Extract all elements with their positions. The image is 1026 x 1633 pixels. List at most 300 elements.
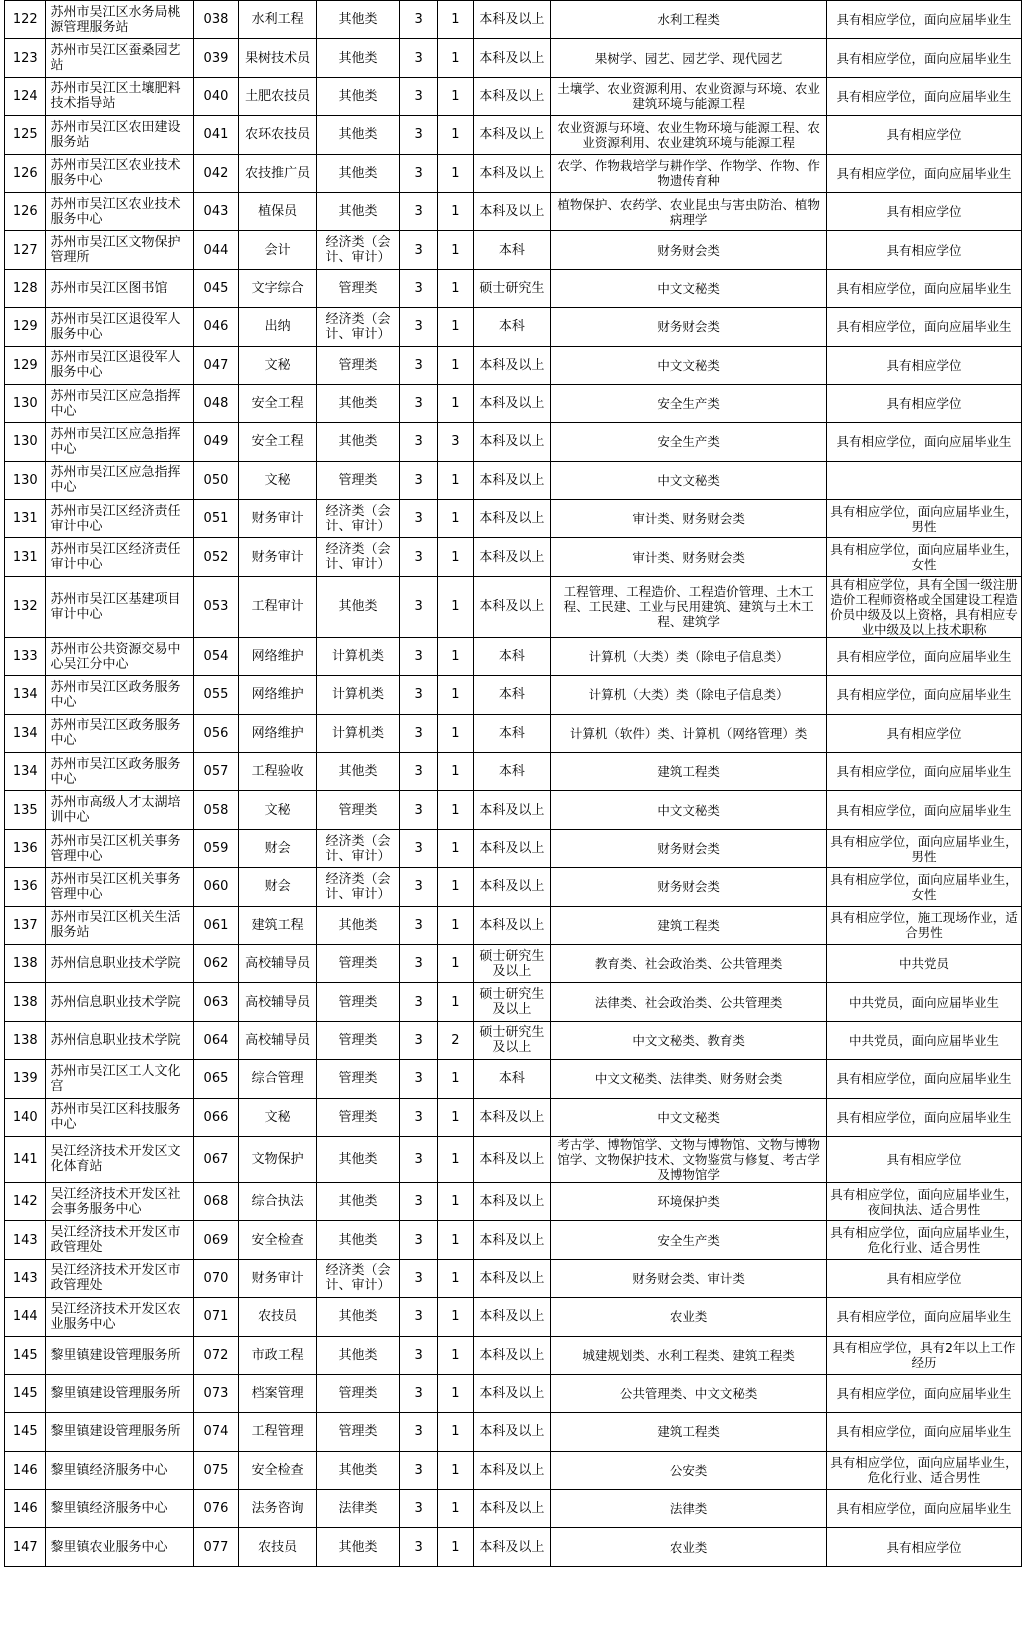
unit-name: 苏州信息职业技术学院 bbox=[46, 983, 193, 1021]
requirements: 具有相应学位，面向应届毕业生 bbox=[827, 154, 1022, 192]
position-name: 安全工程 bbox=[239, 384, 317, 422]
major: 法律类、社会政治类、公共管理类 bbox=[551, 983, 827, 1021]
row-number: 141 bbox=[5, 1136, 46, 1182]
row-number: 134 bbox=[5, 753, 46, 791]
education: 本科 bbox=[473, 1060, 551, 1098]
major: 考古学、博物馆学、文物与博物馆、文物与博物馆学、文物保护技术、文物鉴赏与修复、考古学及博物馆学 bbox=[551, 1136, 827, 1182]
major: 安全生产类 bbox=[551, 384, 827, 422]
unit-name: 黎里镇经济服务中心 bbox=[46, 1451, 193, 1489]
requirements: 具有相应学位，面向应届毕业生 bbox=[827, 77, 1022, 115]
position-name: 网络维护 bbox=[239, 637, 317, 675]
row-number: 143 bbox=[5, 1259, 46, 1297]
exam-type: 3 bbox=[399, 753, 437, 791]
position-category: 管理类 bbox=[317, 1374, 400, 1412]
education: 本科及以上 bbox=[473, 791, 551, 829]
exam-type: 3 bbox=[399, 1374, 437, 1412]
position-name: 工程验收 bbox=[239, 753, 317, 791]
position-code: 057 bbox=[193, 753, 239, 791]
table-row bbox=[5, 753, 1022, 791]
education: 本科 bbox=[473, 231, 551, 269]
position-code: 045 bbox=[193, 269, 239, 307]
position-code: 071 bbox=[193, 1298, 239, 1336]
position-category: 管理类 bbox=[317, 1098, 400, 1136]
education: 本科 bbox=[473, 714, 551, 752]
row-number: 130 bbox=[5, 384, 46, 422]
table-row bbox=[5, 1182, 1022, 1220]
position-name: 水利工程 bbox=[239, 1, 317, 39]
education: 本科 bbox=[473, 676, 551, 714]
unit-name: 吴江经济技术开发区农业服务中心 bbox=[46, 1298, 193, 1336]
major: 农业类 bbox=[551, 1528, 827, 1566]
position-code: 046 bbox=[193, 308, 239, 346]
position-category: 其他类 bbox=[317, 753, 400, 791]
major: 农学、作物栽培学与耕作学、作物学、作物、作物遗传育种 bbox=[551, 154, 827, 192]
table-row bbox=[5, 1451, 1022, 1489]
position-code: 069 bbox=[193, 1221, 239, 1259]
position-category: 其他类 bbox=[317, 116, 400, 154]
position-name: 安全检查 bbox=[239, 1221, 317, 1259]
position-name: 会计 bbox=[239, 231, 317, 269]
hiring-count: 1 bbox=[438, 753, 473, 791]
unit-name: 苏州市吴江区退役军人服务中心 bbox=[46, 346, 193, 384]
major: 中文文秘类 bbox=[551, 791, 827, 829]
exam-type: 3 bbox=[399, 1451, 437, 1489]
position-name: 综合执法 bbox=[239, 1182, 317, 1220]
unit-name: 黎里镇农业服务中心 bbox=[46, 1528, 193, 1566]
position-code: 074 bbox=[193, 1413, 239, 1451]
requirements: 具有相应学位，面向应届毕业生 bbox=[827, 1, 1022, 39]
position-name: 高校辅导员 bbox=[239, 944, 317, 982]
position-category: 其他类 bbox=[317, 423, 400, 461]
education: 本科及以上 bbox=[473, 39, 551, 77]
position-name: 工程管理 bbox=[239, 1413, 317, 1451]
unit-name: 黎里镇建设管理服务所 bbox=[46, 1336, 193, 1374]
unit-name: 苏州市吴江区应急指挥中心 bbox=[46, 384, 193, 422]
hiring-count: 1 bbox=[438, 868, 473, 906]
position-code: 054 bbox=[193, 637, 239, 675]
exam-type: 3 bbox=[399, 1136, 437, 1182]
row-number: 129 bbox=[5, 346, 46, 384]
unit-name: 苏州市吴江区农业技术服务中心 bbox=[46, 192, 193, 230]
job-table bbox=[4, 0, 1022, 1567]
position-category: 其他类 bbox=[317, 1336, 400, 1374]
table-row bbox=[5, 1298, 1022, 1336]
row-number: 131 bbox=[5, 500, 46, 538]
major: 建筑工程类 bbox=[551, 1413, 827, 1451]
row-number: 126 bbox=[5, 154, 46, 192]
major: 建筑工程类 bbox=[551, 753, 827, 791]
exam-type: 3 bbox=[399, 308, 437, 346]
exam-type: 3 bbox=[399, 538, 437, 576]
hiring-count: 1 bbox=[438, 1060, 473, 1098]
position-code: 065 bbox=[193, 1060, 239, 1098]
requirements: 具有相应学位 bbox=[827, 384, 1022, 422]
position-code: 062 bbox=[193, 944, 239, 982]
unit-name: 吴江经济技术开发区市政管理处 bbox=[46, 1259, 193, 1297]
table-row bbox=[5, 676, 1022, 714]
position-name: 文字综合 bbox=[239, 269, 317, 307]
hiring-count: 1 bbox=[438, 1298, 473, 1336]
position-name: 综合管理 bbox=[239, 1060, 317, 1098]
row-number: 144 bbox=[5, 1298, 46, 1336]
unit-name: 苏州市吴江区工人文化宫 bbox=[46, 1060, 193, 1098]
major: 中文文秘类 bbox=[551, 461, 827, 499]
table-row bbox=[5, 77, 1022, 115]
table-row bbox=[5, 1259, 1022, 1297]
major: 水利工程类 bbox=[551, 1, 827, 39]
major: 安全生产类 bbox=[551, 423, 827, 461]
education: 本科 bbox=[473, 637, 551, 675]
exam-type: 3 bbox=[399, 192, 437, 230]
position-name: 财务审计 bbox=[239, 500, 317, 538]
unit-name: 苏州信息职业技术学院 bbox=[46, 1021, 193, 1059]
position-code: 066 bbox=[193, 1098, 239, 1136]
unit-name: 苏州市吴江区应急指挥中心 bbox=[46, 423, 193, 461]
requirements: 具有相应学位，面向应届毕业生 bbox=[827, 39, 1022, 77]
table-row bbox=[5, 39, 1022, 77]
row-number: 130 bbox=[5, 423, 46, 461]
education: 本科及以上 bbox=[473, 423, 551, 461]
unit-name: 吴江经济技术开发区市政管理处 bbox=[46, 1221, 193, 1259]
position-name: 农技员 bbox=[239, 1298, 317, 1336]
table-row bbox=[5, 346, 1022, 384]
education: 本科及以上 bbox=[473, 1136, 551, 1182]
exam-type: 3 bbox=[399, 791, 437, 829]
position-code: 068 bbox=[193, 1182, 239, 1220]
requirements: 具有相应学位 bbox=[827, 192, 1022, 230]
hiring-count: 1 bbox=[438, 1182, 473, 1220]
position-category: 管理类 bbox=[317, 944, 400, 982]
position-code: 041 bbox=[193, 116, 239, 154]
hiring-count: 1 bbox=[438, 116, 473, 154]
major: 财务财会类、审计类 bbox=[551, 1259, 827, 1297]
position-code: 076 bbox=[193, 1490, 239, 1528]
education: 本科及以上 bbox=[473, 1413, 551, 1451]
position-category: 其他类 bbox=[317, 576, 400, 637]
table-row bbox=[5, 1528, 1022, 1566]
position-category: 管理类 bbox=[317, 346, 400, 384]
requirements: 具有相应学位，面向应届毕业生，女性 bbox=[827, 538, 1022, 576]
table-row bbox=[5, 192, 1022, 230]
row-number: 128 bbox=[5, 269, 46, 307]
requirements: 具有相应学位，面向应届毕业生 bbox=[827, 1413, 1022, 1451]
education: 本科及以上 bbox=[473, 384, 551, 422]
position-name: 安全检查 bbox=[239, 1451, 317, 1489]
table-row bbox=[5, 791, 1022, 829]
hiring-count: 1 bbox=[438, 1490, 473, 1528]
unit-name: 吴江经济技术开发区文化体育站 bbox=[46, 1136, 193, 1182]
position-name: 市政工程 bbox=[239, 1336, 317, 1374]
education: 本科 bbox=[473, 308, 551, 346]
table-row bbox=[5, 231, 1022, 269]
major: 公共管理类、中文文秘类 bbox=[551, 1374, 827, 1412]
exam-type: 3 bbox=[399, 1490, 437, 1528]
major: 财务财会类 bbox=[551, 308, 827, 346]
education: 本科及以上 bbox=[473, 116, 551, 154]
hiring-count: 1 bbox=[438, 231, 473, 269]
requirements: 具有相应学位 bbox=[827, 346, 1022, 384]
hiring-count: 1 bbox=[438, 154, 473, 192]
requirements: 具有相应学位 bbox=[827, 714, 1022, 752]
position-name: 高校辅导员 bbox=[239, 1021, 317, 1059]
position-code: 044 bbox=[193, 231, 239, 269]
hiring-count: 1 bbox=[438, 1413, 473, 1451]
table-row bbox=[5, 461, 1022, 499]
position-category: 其他类 bbox=[317, 906, 400, 944]
table-row bbox=[5, 500, 1022, 538]
table-row bbox=[5, 308, 1022, 346]
major: 建筑工程类 bbox=[551, 906, 827, 944]
education: 本科及以上 bbox=[473, 1182, 551, 1220]
requirements: 具有相应学位，面向应届毕业生 bbox=[827, 423, 1022, 461]
exam-type: 3 bbox=[399, 1182, 437, 1220]
exam-type: 3 bbox=[399, 1259, 437, 1297]
requirements: 中共党员，面向应届毕业生 bbox=[827, 1021, 1022, 1059]
education: 本科及以上 bbox=[473, 1528, 551, 1566]
position-name: 财会 bbox=[239, 868, 317, 906]
table-row bbox=[5, 384, 1022, 422]
unit-name: 黎里镇建设管理服务所 bbox=[46, 1413, 193, 1451]
row-number: 140 bbox=[5, 1098, 46, 1136]
row-number: 145 bbox=[5, 1413, 46, 1451]
exam-type: 3 bbox=[399, 676, 437, 714]
position-name: 文秘 bbox=[239, 791, 317, 829]
position-code: 061 bbox=[193, 906, 239, 944]
table-row bbox=[5, 983, 1022, 1021]
hiring-count: 1 bbox=[438, 346, 473, 384]
major: 果树学、园艺、园艺学、现代园艺 bbox=[551, 39, 827, 77]
exam-type: 3 bbox=[399, 1336, 437, 1374]
position-code: 047 bbox=[193, 346, 239, 384]
exam-type: 3 bbox=[399, 500, 437, 538]
exam-type: 3 bbox=[399, 868, 437, 906]
position-code: 050 bbox=[193, 461, 239, 499]
position-name: 出纳 bbox=[239, 308, 317, 346]
row-number: 146 bbox=[5, 1451, 46, 1489]
unit-name: 苏州市吴江区政务服务中心 bbox=[46, 676, 193, 714]
table-row bbox=[5, 1221, 1022, 1259]
exam-type: 3 bbox=[399, 423, 437, 461]
hiring-count: 1 bbox=[438, 714, 473, 752]
hiring-count: 1 bbox=[438, 1528, 473, 1566]
row-number: 127 bbox=[5, 231, 46, 269]
table-row bbox=[5, 1413, 1022, 1451]
exam-type: 3 bbox=[399, 637, 437, 675]
row-number: 143 bbox=[5, 1221, 46, 1259]
education: 本科及以上 bbox=[473, 1, 551, 39]
unit-name: 苏州市吴江区农业技术服务中心 bbox=[46, 154, 193, 192]
requirements bbox=[827, 461, 1022, 499]
position-name: 土肥农技员 bbox=[239, 77, 317, 115]
hiring-count: 1 bbox=[438, 461, 473, 499]
table-row bbox=[5, 538, 1022, 576]
requirements: 具有相应学位，面向应届毕业生 bbox=[827, 753, 1022, 791]
hiring-count: 1 bbox=[438, 1098, 473, 1136]
position-code: 075 bbox=[193, 1451, 239, 1489]
major: 审计类、财务财会类 bbox=[551, 500, 827, 538]
position-code: 058 bbox=[193, 791, 239, 829]
table-row bbox=[5, 1021, 1022, 1059]
requirements: 中共党员，面向应届毕业生 bbox=[827, 983, 1022, 1021]
position-category: 经济类（会计、审计） bbox=[317, 829, 400, 867]
row-number: 124 bbox=[5, 77, 46, 115]
unit-name: 吴江经济技术开发区社会事务服务中心 bbox=[46, 1182, 193, 1220]
row-number: 136 bbox=[5, 868, 46, 906]
education: 本科 bbox=[473, 753, 551, 791]
position-name: 财务审计 bbox=[239, 1259, 317, 1297]
position-category: 管理类 bbox=[317, 269, 400, 307]
major: 安全生产类 bbox=[551, 1221, 827, 1259]
exam-type: 3 bbox=[399, 1413, 437, 1451]
education: 本科及以上 bbox=[473, 1336, 551, 1374]
position-code: 070 bbox=[193, 1259, 239, 1297]
education: 硕士研究生及以上 bbox=[473, 983, 551, 1021]
education: 本科及以上 bbox=[473, 868, 551, 906]
major: 计算机（软件）类、计算机（网络管理）类 bbox=[551, 714, 827, 752]
table-row bbox=[5, 1374, 1022, 1412]
position-category: 其他类 bbox=[317, 154, 400, 192]
education: 本科及以上 bbox=[473, 1221, 551, 1259]
requirements: 具有相应学位 bbox=[827, 231, 1022, 269]
row-number: 134 bbox=[5, 714, 46, 752]
hiring-count: 1 bbox=[438, 1259, 473, 1297]
position-code: 064 bbox=[193, 1021, 239, 1059]
unit-name: 苏州市公共资源交易中心吴江分中心 bbox=[46, 637, 193, 675]
row-number: 139 bbox=[5, 1060, 46, 1098]
row-number: 138 bbox=[5, 983, 46, 1021]
unit-name: 苏州市吴江区应急指挥中心 bbox=[46, 461, 193, 499]
exam-type: 3 bbox=[399, 1, 437, 39]
position-category: 经济类（会计、审计） bbox=[317, 308, 400, 346]
exam-type: 3 bbox=[399, 461, 437, 499]
position-code: 038 bbox=[193, 1, 239, 39]
position-category: 计算机类 bbox=[317, 676, 400, 714]
position-name: 网络维护 bbox=[239, 714, 317, 752]
position-code: 040 bbox=[193, 77, 239, 115]
hiring-count: 1 bbox=[438, 944, 473, 982]
table-row bbox=[5, 1, 1022, 39]
unit-name: 苏州市吴江区机关事务管理中心 bbox=[46, 829, 193, 867]
position-name: 工程审计 bbox=[239, 576, 317, 637]
table-row bbox=[5, 637, 1022, 675]
position-category: 其他类 bbox=[317, 1528, 400, 1566]
position-category: 计算机类 bbox=[317, 714, 400, 752]
unit-name: 苏州市吴江区蚕桑园艺站 bbox=[46, 39, 193, 77]
requirements: 具有相应学位，面向应届毕业生 bbox=[827, 308, 1022, 346]
position-name: 法务咨询 bbox=[239, 1490, 317, 1528]
major: 公安类 bbox=[551, 1451, 827, 1489]
exam-type: 3 bbox=[399, 39, 437, 77]
unit-name: 苏州市吴江区农田建设服务站 bbox=[46, 116, 193, 154]
unit-name: 苏州市吴江区文物保护管理所 bbox=[46, 231, 193, 269]
hiring-count: 3 bbox=[438, 423, 473, 461]
position-name: 高校辅导员 bbox=[239, 983, 317, 1021]
requirements: 具有相应学位 bbox=[827, 1136, 1022, 1182]
requirements: 具有相应学位，面向应届毕业生，危化行业、适合男性 bbox=[827, 1221, 1022, 1259]
exam-type: 3 bbox=[399, 154, 437, 192]
position-code: 063 bbox=[193, 983, 239, 1021]
row-number: 125 bbox=[5, 116, 46, 154]
table-row bbox=[5, 906, 1022, 944]
requirements: 中共党员 bbox=[827, 944, 1022, 982]
position-code: 048 bbox=[193, 384, 239, 422]
position-category: 其他类 bbox=[317, 1136, 400, 1182]
position-category: 管理类 bbox=[317, 791, 400, 829]
exam-type: 3 bbox=[399, 1298, 437, 1336]
table-row bbox=[5, 1098, 1022, 1136]
requirements: 具有相应学位，面向应届毕业生 bbox=[827, 1298, 1022, 1336]
exam-type: 3 bbox=[399, 384, 437, 422]
exam-type: 3 bbox=[399, 1528, 437, 1566]
major: 农业类 bbox=[551, 1298, 827, 1336]
exam-type: 3 bbox=[399, 1098, 437, 1136]
table-row bbox=[5, 423, 1022, 461]
requirements: 具有相应学位，具有2年以上工作经历 bbox=[827, 1336, 1022, 1374]
education: 本科及以上 bbox=[473, 829, 551, 867]
hiring-count: 1 bbox=[438, 192, 473, 230]
unit-name: 苏州市吴江区退役军人服务中心 bbox=[46, 308, 193, 346]
unit-name: 苏州市吴江区政务服务中心 bbox=[46, 714, 193, 752]
requirements: 具有相应学位，面向应届毕业生 bbox=[827, 1374, 1022, 1412]
position-category: 其他类 bbox=[317, 1, 400, 39]
hiring-count: 1 bbox=[438, 1, 473, 39]
exam-type: 3 bbox=[399, 77, 437, 115]
position-name: 文秘 bbox=[239, 346, 317, 384]
table-row bbox=[5, 714, 1022, 752]
major: 财务财会类 bbox=[551, 231, 827, 269]
major: 农业资源与环境、农业生物环境与能源工程、农业资源利用、农业建筑环境与能源工程 bbox=[551, 116, 827, 154]
row-number: 147 bbox=[5, 1528, 46, 1566]
unit-name: 苏州市吴江区图书馆 bbox=[46, 269, 193, 307]
education: 本科及以上 bbox=[473, 906, 551, 944]
position-code: 072 bbox=[193, 1336, 239, 1374]
education: 本科及以上 bbox=[473, 192, 551, 230]
major: 工程管理、工程造价、工程造价管理、土木工程、工民建、工业与民用建筑、建筑与土木工程、建筑学 bbox=[551, 576, 827, 637]
position-category: 经济类（会计、审计） bbox=[317, 231, 400, 269]
hiring-count: 1 bbox=[438, 829, 473, 867]
row-number: 130 bbox=[5, 461, 46, 499]
row-number: 145 bbox=[5, 1374, 46, 1412]
position-code: 049 bbox=[193, 423, 239, 461]
position-category: 其他类 bbox=[317, 1298, 400, 1336]
hiring-count: 1 bbox=[438, 983, 473, 1021]
major: 法律类 bbox=[551, 1490, 827, 1528]
position-name: 农技员 bbox=[239, 1528, 317, 1566]
exam-type: 3 bbox=[399, 944, 437, 982]
exam-type: 3 bbox=[399, 1221, 437, 1259]
hiring-count: 1 bbox=[438, 1451, 473, 1489]
education: 本科及以上 bbox=[473, 576, 551, 637]
education: 本科及以上 bbox=[473, 1490, 551, 1528]
hiring-count: 1 bbox=[438, 676, 473, 714]
requirements: 具有相应学位，面向应届毕业生，女性 bbox=[827, 868, 1022, 906]
table-row bbox=[5, 576, 1022, 637]
major: 中文文秘类、法律类、财务财会类 bbox=[551, 1060, 827, 1098]
hiring-count: 1 bbox=[438, 269, 473, 307]
requirements: 具有相应学位，面向应届毕业生 bbox=[827, 637, 1022, 675]
hiring-count: 1 bbox=[438, 1221, 473, 1259]
major: 中文文秘类、教育类 bbox=[551, 1021, 827, 1059]
position-code: 056 bbox=[193, 714, 239, 752]
exam-type: 3 bbox=[399, 231, 437, 269]
requirements: 具有相应学位，面向应届毕业生，男性 bbox=[827, 829, 1022, 867]
major: 计算机（大类）类（除电子信息类） bbox=[551, 637, 827, 675]
exam-type: 3 bbox=[399, 1060, 437, 1098]
exam-type: 3 bbox=[399, 1021, 437, 1059]
row-number: 136 bbox=[5, 829, 46, 867]
position-code: 073 bbox=[193, 1374, 239, 1412]
position-category: 管理类 bbox=[317, 461, 400, 499]
